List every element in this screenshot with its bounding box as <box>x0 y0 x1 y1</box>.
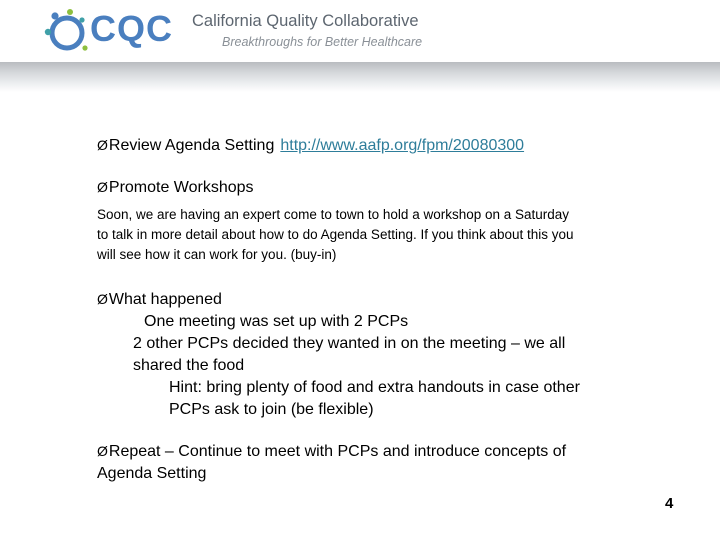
hint-line: PCPs ask to join (be flexible) <box>169 401 374 418</box>
bullet-review-agenda <box>97 134 697 157</box>
arrow-bullet-icon: Ø <box>97 137 108 153</box>
paragraph-line: will see how it can work for you. (buy-in) <box>97 247 337 262</box>
cqc-logo-icon <box>40 8 92 54</box>
bullet-text: Review Agenda Setting <box>108 137 275 154</box>
bullet-text: Promote Workshops <box>108 179 254 196</box>
header-band <box>0 62 720 92</box>
paragraph-line: Soon, we are having an expert come to town to hold a workshop on a Saturday <box>97 207 570 222</box>
paragraph-line: to talk in more detail about how to do Agenda Setting. If you think about this you <box>97 227 574 242</box>
sub-line: 2 other PCPs decided they wanted in on the meeting – we all <box>133 335 566 352</box>
header <box>0 0 720 66</box>
logo-text: CQC <box>90 8 173 49</box>
page-number: 4 <box>665 495 674 512</box>
arrow-bullet-icon: Ø <box>97 443 108 459</box>
sub-line: One meeting was set up with 2 PCPs <box>144 313 409 330</box>
bullet-text: Repeat – Continue to meet with PCPs and introduce concepts of <box>108 443 567 460</box>
arrow-bullet-icon: Ø <box>97 291 108 307</box>
hint-line: Hint: bring plenty of food and extra handouts in case other <box>169 379 580 396</box>
workshop-paragraph <box>97 205 687 265</box>
slide-content <box>97 134 697 485</box>
sub-line: shared the food <box>133 357 245 374</box>
bullet-repeat <box>97 440 697 485</box>
aafp-link[interactable]: http://www.aafp.org/fpm/20080300 <box>280 137 525 154</box>
bullet-what-happened <box>97 288 697 421</box>
org-name: California Quality Collaborative <box>192 12 419 30</box>
bullet-text: What happened <box>108 291 222 308</box>
tagline: Breakthroughs for Better Healthcare <box>222 35 423 49</box>
bullet-continuation: Agenda Setting <box>97 465 207 482</box>
bullet-promote-workshops <box>97 176 697 199</box>
arrow-bullet-icon: Ø <box>97 179 108 195</box>
